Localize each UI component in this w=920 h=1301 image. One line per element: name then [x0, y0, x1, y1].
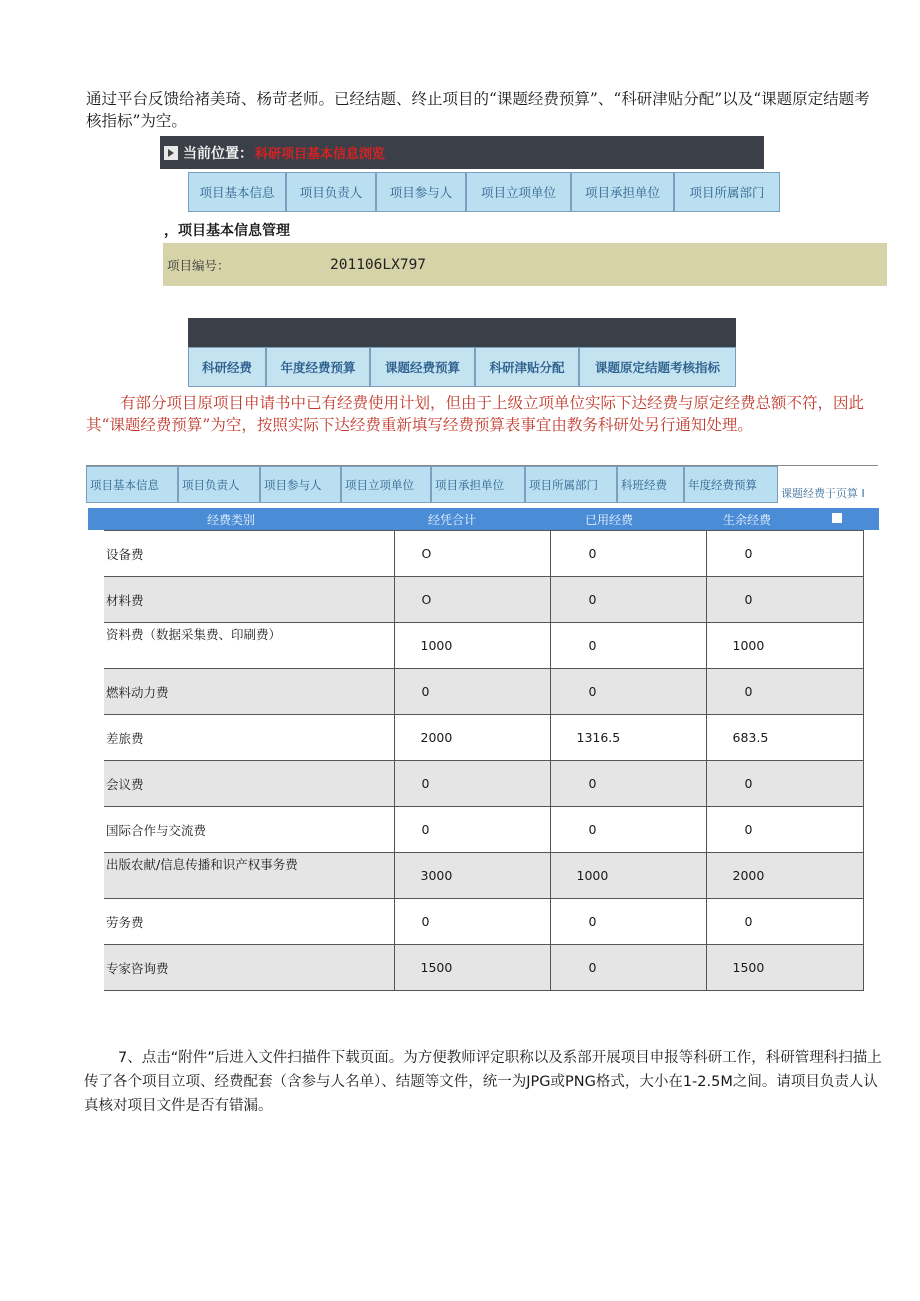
tab-project-budget-2[interactable]: 课题经费于页算 I	[778, 466, 878, 503]
header-checkbox[interactable]	[832, 513, 842, 523]
section-title: ，项目基本信息管理	[164, 223, 290, 239]
project-id-row	[163, 243, 887, 286]
fee-remaining: 0	[706, 761, 863, 807]
tab-bar-bottom	[86, 465, 878, 503]
fee-total: 0	[394, 761, 550, 807]
tab-department-2[interactable]: 项目所属部门	[525, 466, 617, 503]
fee-remaining: 0	[706, 669, 863, 715]
tab-participants[interactable]: 项目参与人	[376, 172, 466, 212]
tab-assessment-indicators[interactable]: 课题原定结题考核指标	[579, 347, 736, 387]
location-bar	[160, 136, 764, 169]
tab-basic-info-2[interactable]: 项目基本信息	[86, 466, 178, 503]
tab-approving-unit[interactable]: 项目立项单位	[466, 172, 571, 212]
fee-remaining: 0	[706, 531, 863, 577]
play-icon	[164, 146, 178, 160]
table-row	[104, 807, 863, 853]
location-value: 科研项目基本信息浏览	[255, 147, 386, 162]
tab-basic-info[interactable]: 项目基本信息	[188, 172, 286, 212]
fee-used: 0	[550, 531, 706, 577]
notice-paragraph: 有部分项目原项目申请书中已有经费使用计划，但由于上级立项单位实际下达经费与原定经费总额不符，因此其“课题经费预算”为空，按照实际下达经费重新填写经费预算表事宜由教务科研处另行通知处理。	[86, 394, 865, 434]
tab-undertaking-unit-2[interactable]: 项目承担单位	[431, 466, 525, 503]
fee-remaining: 0	[706, 577, 863, 623]
header-remaining: 生余经费	[723, 513, 772, 527]
project-id-label: 项目编号：	[167, 257, 230, 273]
table-row	[104, 853, 863, 899]
table-row	[104, 945, 863, 991]
fee-total: 2000	[394, 715, 550, 761]
table-row	[104, 669, 863, 715]
fee-total: 1500	[394, 945, 550, 991]
table-row	[104, 715, 863, 761]
tab-bar-funding	[188, 347, 736, 387]
fee-category: 专家咨询费	[104, 945, 394, 991]
fee-table-header	[88, 508, 879, 530]
header-total: 经凭合计	[428, 513, 477, 527]
tab-undertaking-unit[interactable]: 项目承担单位	[571, 172, 674, 212]
project-id-value: 201106LX797	[330, 256, 427, 273]
fee-total: 3000	[394, 853, 550, 899]
fee-total: O	[394, 531, 550, 577]
fee-category: 材料费	[104, 577, 394, 623]
fee-category: 燃料动力费	[104, 669, 394, 715]
fee-total: O	[394, 577, 550, 623]
header-used: 已用经费	[585, 513, 634, 527]
funding-header-bar	[188, 318, 736, 347]
tab-department[interactable]: 项目所属部门	[674, 172, 780, 212]
fee-total: 0	[394, 669, 550, 715]
fee-used: 0	[550, 669, 706, 715]
fee-total: 0	[394, 807, 550, 853]
tab-leader[interactable]: 项目负责人	[286, 172, 376, 212]
tab-bar-top	[188, 172, 780, 212]
tab-allowance[interactable]: 科研津贴分配	[475, 347, 579, 387]
location-label: 当前位置：	[183, 145, 253, 162]
fee-category: 劳务费	[104, 899, 394, 945]
fee-category: 设备费	[104, 531, 394, 577]
table-row	[104, 531, 863, 577]
fee-used: 0	[550, 807, 706, 853]
table-row	[104, 761, 863, 807]
table-row	[104, 577, 863, 623]
tab-approving-unit-2[interactable]: 项目立项单位	[341, 466, 431, 503]
fee-used: 0	[550, 761, 706, 807]
table-row	[104, 899, 863, 945]
fee-used: 0	[550, 945, 706, 991]
fee-remaining: 683.5	[706, 715, 863, 761]
fee-used: 0	[550, 577, 706, 623]
fee-category: 出版农献/信息传播和识产权事务费	[104, 853, 394, 899]
fee-remaining: 1000	[706, 623, 863, 669]
fee-table	[104, 530, 864, 991]
fee-used: 0	[550, 899, 706, 945]
fee-used: 0	[550, 623, 706, 669]
fee-total: 1000	[394, 623, 550, 669]
table-row	[104, 623, 863, 669]
fee-used: 1000	[550, 853, 706, 899]
tab-research-funds[interactable]: 科研经费	[188, 347, 266, 387]
fee-total: 0	[394, 899, 550, 945]
header-category: 经费类别	[207, 513, 256, 527]
fee-remaining: 0	[706, 899, 863, 945]
fee-remaining: 1500	[706, 945, 863, 991]
fee-remaining: 0	[706, 807, 863, 853]
fee-category: 国际合作与交流费	[104, 807, 394, 853]
tab-annual-budget-2[interactable]: 年度经费预算	[684, 466, 778, 503]
fee-used: 1316.5	[550, 715, 706, 761]
fee-category: 资料费（数据采集费、印刷费）	[104, 623, 394, 669]
tab-funds-2[interactable]: 科班经费	[617, 466, 684, 503]
fee-remaining: 2000	[706, 853, 863, 899]
tab-participants-2[interactable]: 项目参与人	[260, 466, 341, 503]
intro-paragraph: 通过平台反馈给褚美琦、杨苛老师。已经结题、终止项目的“课题经费预算”、“科研津贴分配”以及“课题原定结题考核指标”为空。	[86, 90, 870, 130]
fee-category: 差旅费	[104, 715, 394, 761]
fee-category: 会议费	[104, 761, 394, 807]
tab-annual-budget[interactable]: 年度经费预算	[266, 347, 370, 387]
step7-paragraph: 7、点击“附件”后进入文件扫描件下载页面。为方便教师评定职称以及系部开展项目申报等科研工作，科研管理科扫描上传了各个项目立项、经费配套（含参与人名单）、结题等文件，统一为JPG或PNG格式，大小在1-2.5M之间。请项目负责人认真核对项目文件是否有错漏。	[84, 1050, 882, 1114]
tab-leader-2[interactable]: 项目负责人	[178, 466, 260, 503]
tab-project-budget[interactable]: 课题经费预算	[370, 347, 475, 387]
